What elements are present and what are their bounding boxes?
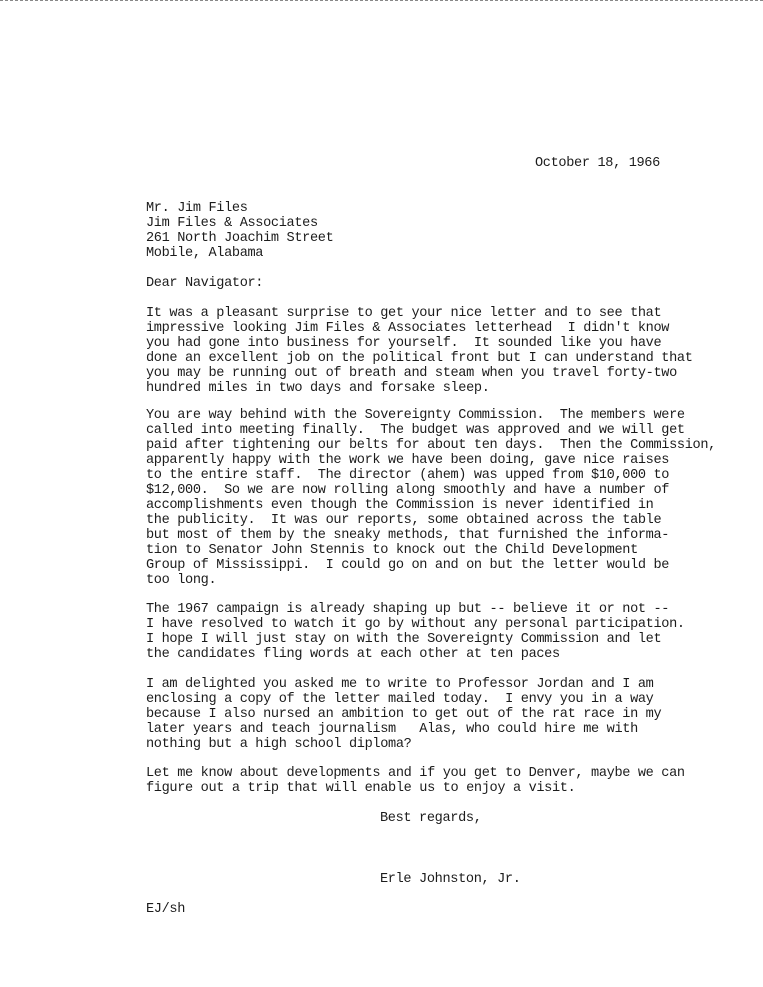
paragraph-line: Let me know about developments and if you get to Denver, maybe we can: [146, 766, 685, 781]
paragraph-line: accomplishments even though the Commission is never identified in: [146, 498, 654, 513]
paragraph-3: [146, 602, 685, 662]
paragraph-1: [146, 306, 693, 396]
paragraph-line: figure out a trip that will enable us to enjoy a visit.: [146, 781, 576, 796]
paragraph-line: enclosing a copy of the letter mailed today. I envy you in a way: [146, 692, 654, 707]
paragraph-line: nothing but a high school diploma?: [146, 737, 412, 752]
recipient-company: Jim Files & Associates: [146, 216, 318, 231]
paragraph-line: but most of them by the sneaky methods, that furnished the informa-: [146, 528, 670, 543]
paragraph-line: I hope I will just stay on with the Sovereignty Commission and let: [146, 632, 662, 647]
signature-name: Erle Johnston, Jr.: [380, 872, 521, 887]
paragraph-4: [146, 677, 661, 752]
paragraph-line: hundred miles in two days and forsake sleep.: [146, 381, 490, 396]
paragraph-line: Group of Mississippi. I could go on and on but the letter would be: [146, 558, 670, 573]
paragraph-line: later years and teach journalism Alas, who could hire me with: [146, 722, 638, 737]
paragraph-line: You are way behind with the Sovereignty Commission. The members were: [146, 408, 685, 423]
paragraph-line: impressive looking Jim Files & Associates letterhead I didn't know: [146, 321, 670, 336]
paragraph-line: I have resolved to watch it go by without any personal participation.: [146, 617, 685, 632]
paragraph-line: too long.: [146, 573, 217, 588]
paragraph-line: because I also nursed an ambition to get out of the rat race in my: [146, 707, 662, 722]
paragraph-line: done an excellent job on the political front but I can understand that: [146, 351, 693, 366]
closing: Best regards,: [380, 811, 482, 826]
paragraph-line: I am delighted you asked me to write to Professor Jordan and I am: [146, 677, 654, 692]
paragraph-line: called into meeting finally. The budget was approved and we will get: [146, 423, 685, 438]
paragraph-2: [146, 408, 716, 588]
recipient-name: Mr. Jim Files: [146, 201, 248, 216]
recipient-street: 261 North Joachim Street: [146, 231, 334, 246]
paragraph-line: to the entire staff. The director (ahem) was upped from $10,000 to: [146, 468, 670, 483]
paragraph-line: $12,000. So we are now rolling along smoothly and have a number of: [146, 483, 670, 498]
typist-initials: EJ/sh: [146, 902, 186, 917]
paragraph-line: you may be running out of breath and steam when you travel forty-two: [146, 366, 677, 381]
letter-date: October 18, 1966: [535, 156, 660, 171]
paragraph-line: the publicity. It was our reports, some obtained across the table: [146, 513, 662, 528]
paragraph-line: The 1967 campaign is already shaping up but -- believe it or not --: [146, 602, 670, 617]
paragraph-line: the candidates fling words at each other at ten paces: [146, 647, 560, 662]
recipient-city: Mobile, Alabama: [146, 246, 264, 261]
paragraph-line: paid after tightening our belts for about ten days. Then the Commission,: [146, 438, 716, 453]
paragraph-5: [146, 766, 685, 796]
paragraph-line: you had gone into business for yourself. It sounded like you have: [146, 336, 662, 351]
page-top-edge: [0, 0, 763, 3]
salutation: Dear Navigator:: [146, 276, 264, 291]
paragraph-line: tion to Senator John Stennis to knock out the Child Development: [146, 543, 638, 558]
paragraph-line: It was a pleasant surprise to get your nice letter and to see that: [146, 306, 662, 321]
paragraph-line: apparently happy with the work we have been doing, gave nice raises: [146, 453, 670, 468]
